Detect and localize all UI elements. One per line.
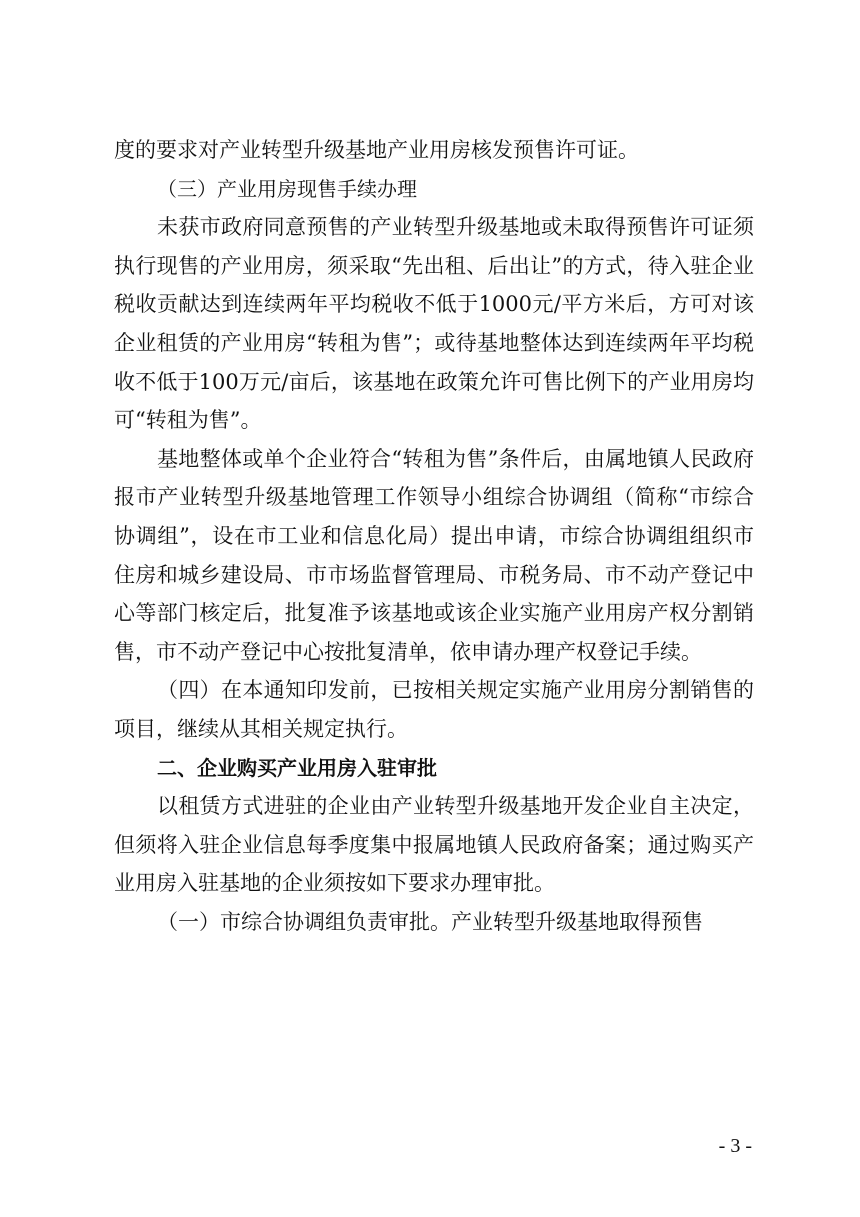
section-heading-3: （三）产业用房现售手续办理 (157, 176, 417, 201)
section-heading-2: 二、企业购买产业用房入驻审批 (157, 755, 437, 780)
paragraph-item-4: （四）在本通知印发前，已按相关规定实施产业用房分割销售的项目，继续从其相关规定执行。 (114, 678, 754, 741)
paragraph-continuation: 度的要求对产业转型升级基地产业用房核发预售许可证。 (114, 138, 639, 162)
paragraph-lease: 以租赁方式进驻的企业由产业转型升级基地开发企业自主决定，但须将入驻企业信息每季度集中报属地镇人民政府备案；通过购买产业用房入驻基地的企业须按如下要求办理审批。 (114, 794, 754, 896)
page-number: - 3 - (718, 1135, 752, 1157)
paragraph-item-1: （一）市综合协调组负责审批。产业转型升级基地取得预售 (157, 909, 703, 934)
paragraph-presale: 未获市政府同意预售的产业转型升级基地或未取得预售许可证须执行现售的产业用房，须采取“先出租、后出让”的方式，待入驻企业税收贡献达到连续两年平均税收不低于1000元/平方米后，方可对该企业租赁的产业用房“转租为售”；或待基地整体达到连续两年平均税收不低于100万元/亩后，该基地在政策允许可售比例下的产业用房均可“转租为售”。 (114, 215, 754, 433)
paragraph-application: 基地整体或单个企业符合“转租为售”条件后，由属地镇人民政府报市产业转型升级基地管理工作领导小组综合协调组（简称“市综合协调组”，设在市工业和信息化局）提出申请，市综合协调组组织市住房和城乡建设局、市市场监督管理局、市税务局、市不动产登记中心等部门核定后，批复准予该基地或该企业实施产业用房产权分割销售，市不动产登记中心按批复清单，依申请办理产权登记手续。 (114, 446, 754, 664)
document-body (114, 131, 754, 941)
